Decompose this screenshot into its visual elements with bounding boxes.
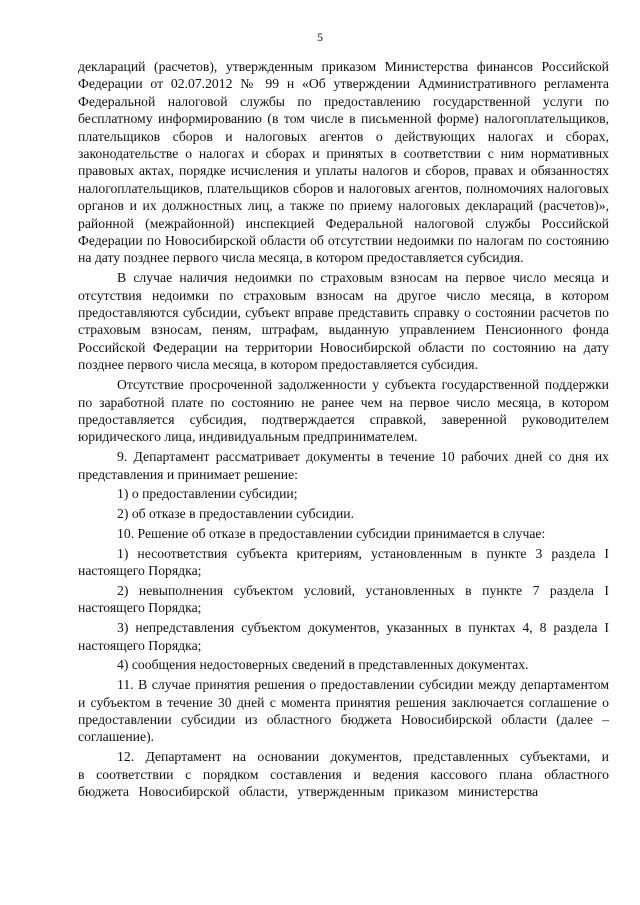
page-number: 5: [317, 30, 323, 44]
list-item-grant-decision: 1) о предоставлении субсидии;: [117, 486, 298, 502]
paragraph-clause-9: 9. Департамент рассматривает документы в течение 10 рабочих дней со дня их представления и принимает решение:: [78, 449, 609, 482]
list-item-documents-missing: 3) непредставления субъектом документов, указанных в пунктах 4, 8 раздела I настоящего Порядка;: [78, 620, 609, 653]
paragraph-salary-debt: Отсутствие просроченной задолженности у субъекта государственной поддержки по заработной плате по состоянию не ранее чем на первое число месяца, в котором предоставляется субсидия, подтверждается справкой, заверенной руководителем юридического лица, индивидуальным предпринимателем.: [78, 377, 609, 445]
paragraph-clause-12: 12. Департамент на основании документов, представленных субъектами, и в соответствии с порядком составления и ведения кассового плана областного бюджета Новосибирской области, утвержденным приказом министерства: [78, 749, 609, 799]
paragraph-insurance-arrears: В случае наличия недоимки по страховым взносам на первое число месяца и отсутствия недоимки по страховым взносам на другое число месяца, в котором предоставляются субсидии, субъект вправе представить справку о состоянии расчетов по страховым взносам, пеням, штрафам, выданную управлением Пенсионного фонда Российской Федерации на территории Новосибирской области по состоянию на дату позднее первого числа месяца, в котором предоставляется субсидия.: [78, 270, 609, 373]
list-item-false-information: 4) сообщения недостоверных сведений в представленных документах.: [117, 657, 529, 673]
list-item-criteria-mismatch: 1) несоответствия субъекта критериям, установленным в пункте 3 раздела I настоящего Порядка;: [78, 545, 609, 579]
list-item-conditions-unmet: 2) невыполнения субъектом условий, установленных в пункте 7 раздела I настоящего Порядка;: [78, 582, 609, 616]
list-item-refusal-decision: 2) об отказе в предоставлении субсидии.: [117, 506, 355, 522]
paragraph-clause-10: 10. Решение об отказе в предоставлении субсидии принимается в случае:: [117, 525, 546, 541]
paragraph-decree-reference: деклараций (расчетов), утвержденным приказом Министерства финансов Российской Федерации от 02.07.2012 № 99 н «Об утверждении Административного регламента Федеральной налоговой службы по предоставлению государственной услуги по бесплатному информированию (в том числе в письменной форме) налогоплательщиков, плательщиков сборов и налоговых агентов о действующих налогах и сборах, законодательстве о налогах и сборах и принятых в соответствии с ним нормативных правовых актах, порядке исчисления и уплаты налогов и сборов, правах и обязанностях налогоплательщиков, плательщиков сборов и налоговых агентов, полномочиях налоговых органов и их должностных лиц, а также по приему налоговых деклараций (расчетов)», районной (межрайонной) инспекцией Федеральной налоговой службы Российской Федерации по Новосибирской области об отсутствии недоимки по налогам по состоянию на дату позднее первого числа месяца, в котором предоставляется субсидия.: [78, 59, 609, 266]
document-body: [78, 58, 609, 803]
paragraph-clause-11: 11. В случае принятия решения о предоставлении субсидии между департаментом и субъектом в течение 30 дней с момента принятия решения заключается соглашение о предоставлении субсидии из областного бюджета Новосибирской области (далее – соглашение).: [78, 677, 609, 745]
